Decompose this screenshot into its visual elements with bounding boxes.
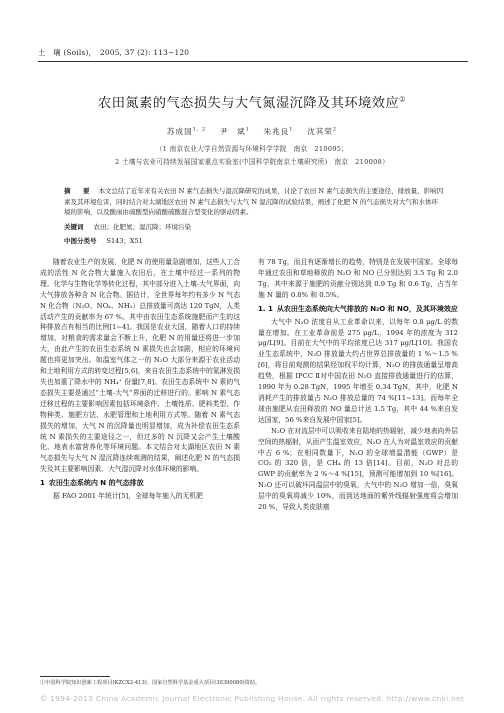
author-list xyxy=(0,126,504,137)
copyright-watermark: © 1994-2013 China Academic Journal Electronic Publishing House. All rights reserved. http://www.cnki.net xyxy=(39,694,465,703)
footnote: ①中国科学院知识创新工程项目(KZCX2-413)、国家自然科学基金重大项目(30390080)资助。 xyxy=(40,680,261,686)
body-paragraph: 据 FAO 2001 年统计[5]，全球每年施入的无机肥 xyxy=(53,492,203,501)
clc-code: S143；X51 xyxy=(106,237,143,245)
keywords-text: 农田；化肥氮；湿沉降；环境污染 xyxy=(93,223,191,231)
footnote-divider xyxy=(40,676,110,677)
author-name: 尹 斌 xyxy=(219,127,246,136)
author-affiliation-mark: 1 xyxy=(289,126,294,133)
title-footnote-mark: ① xyxy=(399,95,406,104)
clc-label: 中图分类号 xyxy=(64,237,97,245)
author-name: 苏成国 xyxy=(166,127,193,136)
keywords xyxy=(64,222,444,231)
author-name: 朱兆良 xyxy=(263,127,290,136)
body-paragraph: 随着农业生产的发展，化肥 N 的使用量急剧增加，这些人工合成的活性 N 化合物大量施入农田后，在土壤中经过一系列的物理、化学与生物化学等转化过程，其中部分进入土壤-大气界面，向大气排放各种含 N 化合物。据估计，全世界每年约有多少 N 气态 N 化合物（N₂O、NOₓ、NH₃）总排放量可高达 120 TgN，人类活动产生的贡献率为 67 %。其中由农田生态系统施肥而产生的这种排放占有相当的比例[1~4]。我国是农业大国，随着人口的持续增加，对粮食的需求量会不断上升，化肥 N 的用量还将进一步加大，由此产生的农田生态系统 N 素损失也会加剧，相应的环境问题也将更加突出。如温室气体之一的 N₂O 大部分来源于农业活动和土地利用方式的转变过程[5,6]，来自农田生态系统中的氮淋发损失也加重了降水中的 NH₄⁺ 份量[7,8]。农田生态系统中 N 素的气态损失主要是通过“土壤-大气”界面的迁移进行的。影响 N 素气态迁移过程的主要影响因素包括环境条件、土壤性质、肥料类型、作物种类、施肥方法、水肥管理和土地利用方式等。随着 N 素气态损失的增加，大气 N 的沉降量也明显增加，成为补偿农田生态系统 N 素损失的主要途径之一，但过多的 N 沉降又会产生土壤酸化、地表水富营养化等环境问题。本文结合对太湖地区农田 N 素气态损失与大气 N 湿沉降连续观测的结果，阐述化肥 N 的气态损失及其主要影响因素、大气湿沉降对水体环境的影响。 xyxy=(40,258,240,474)
abstract xyxy=(64,186,444,218)
right-column xyxy=(258,257,458,513)
keywords-label: 关键词 xyxy=(64,223,84,231)
author-affiliation-mark: 1 xyxy=(245,126,250,133)
abstract-text: 本文总结了近年来有关农田 N 素气态损失与湿沉降研究的成果，讨论了农田 N 素气态损失的主要途径、排放量、影响因素及其环境危害，同时结合对太湖地区农田 N 素气态损失与大气 N 湿沉降的试验结果，阐述了化肥 N 的气态损失对大气和水体环境的影响，以及酸雨由硫酸型向硝酸硫酸混合型变化的驱动因素。 xyxy=(64,187,444,217)
affiliation-line: 2 土壤与农业可持续发展国家重点实验室(中国科学院南京土壤研究所) 南京 210008） xyxy=(115,158,389,166)
page-title xyxy=(0,92,504,111)
title-text: 农田氮素的气态损失与大气氮湿沉降及其环境效应 xyxy=(98,96,400,111)
author-affiliation-mark: 1, 2 xyxy=(192,126,207,133)
classification xyxy=(64,236,444,245)
section-title: 从农田生态系统向大气排放的 N₂O 和 NO，及其环境效应 xyxy=(276,304,458,313)
body-paragraph: 大气中 N₂O 浓度自从工业革命以来，以每年 0.8 μg/L 的数量在增加。在工业革命前是 275 μg/L，1994 年的浓度为 312 μg/L[9]。目前在大气中的平均浓度已达 317 μg/L[10]。我国农业生态系统中，N₂O 排放量大约占世界总排放量的 1 %～1.5 %[6]，将目前观测的结果经加权平均计算，N₂O 的排放通量呈增高趋势，根据 IPCC Ⅱ对中国农田 N₂O 直接排放通量进行的估算，1990 年为 0.28 TgN，1995 年增至 0.34 TgN，其中，化肥 N 消耗产生的排放量占 N₂O 排放总量的 74 %[11~13]。而每年全球由施肥从农田释放的 NO 量总计达 1.5 Tg，其中 44 %来自发达国家，56 %来自发展中国家[5]。 xyxy=(258,317,458,424)
section-title: 农田生态系统内 N 的气态排放 xyxy=(48,479,144,488)
journal-header: 土 壤 (Soils)， 2005, 37 (2): 113~120 xyxy=(38,47,468,62)
section-heading xyxy=(40,478,240,489)
body-paragraph: N₂O 在对流层中可以吸收来自陆地的热辐射，减少地表向外层空间的热辐射，从而产生温室效应，N₂O 在人为对温室效应的贡献中占 6 %；在相同数量下，N₂O 的全球增温潜能（GWP）是 CO₂ 的 320 倍，是 CH₄ 的 13 倍[14]。目前，N₂O 对总的 GWP 的贡献率为 2 %～4 %[15]，预测可能增加到 10 %[16]。N₂O 还可以破坏同温层中的臭氧，大气中的 N₂O 增加一倍，臭氧层中的臭氧将减少 10%，而到达地面的紫外线辐射强度将会增加 20 %，导致人类皮肤癌 xyxy=(258,426,458,512)
body-paragraph: 有 78 Tg，而且有逐渐增长的趋势，特别是在发展中国家。全球每年通过农田和草地释放的 N₂O 和 NO 已分别达到 3.5 Tg 和 2.0 Tg，其中来源于施肥的贡献分别达到 0.9 Tg 和 0.6 Tg，占当年施 N 量的 0.8% 和 0.5%。 xyxy=(258,258,458,299)
left-column xyxy=(40,257,240,502)
section-number: 1. 1 xyxy=(258,304,273,313)
section-number: 1 xyxy=(40,479,45,488)
affiliation-line: （1 南京农业大学自然资源与环境科学学院 南京 210095； xyxy=(155,145,349,153)
author-affiliation-mark: 2 xyxy=(332,126,338,133)
author-name: 沈其荣 xyxy=(307,127,333,136)
abstract-label: 摘 要 xyxy=(64,187,93,195)
subsection-heading xyxy=(258,304,458,315)
